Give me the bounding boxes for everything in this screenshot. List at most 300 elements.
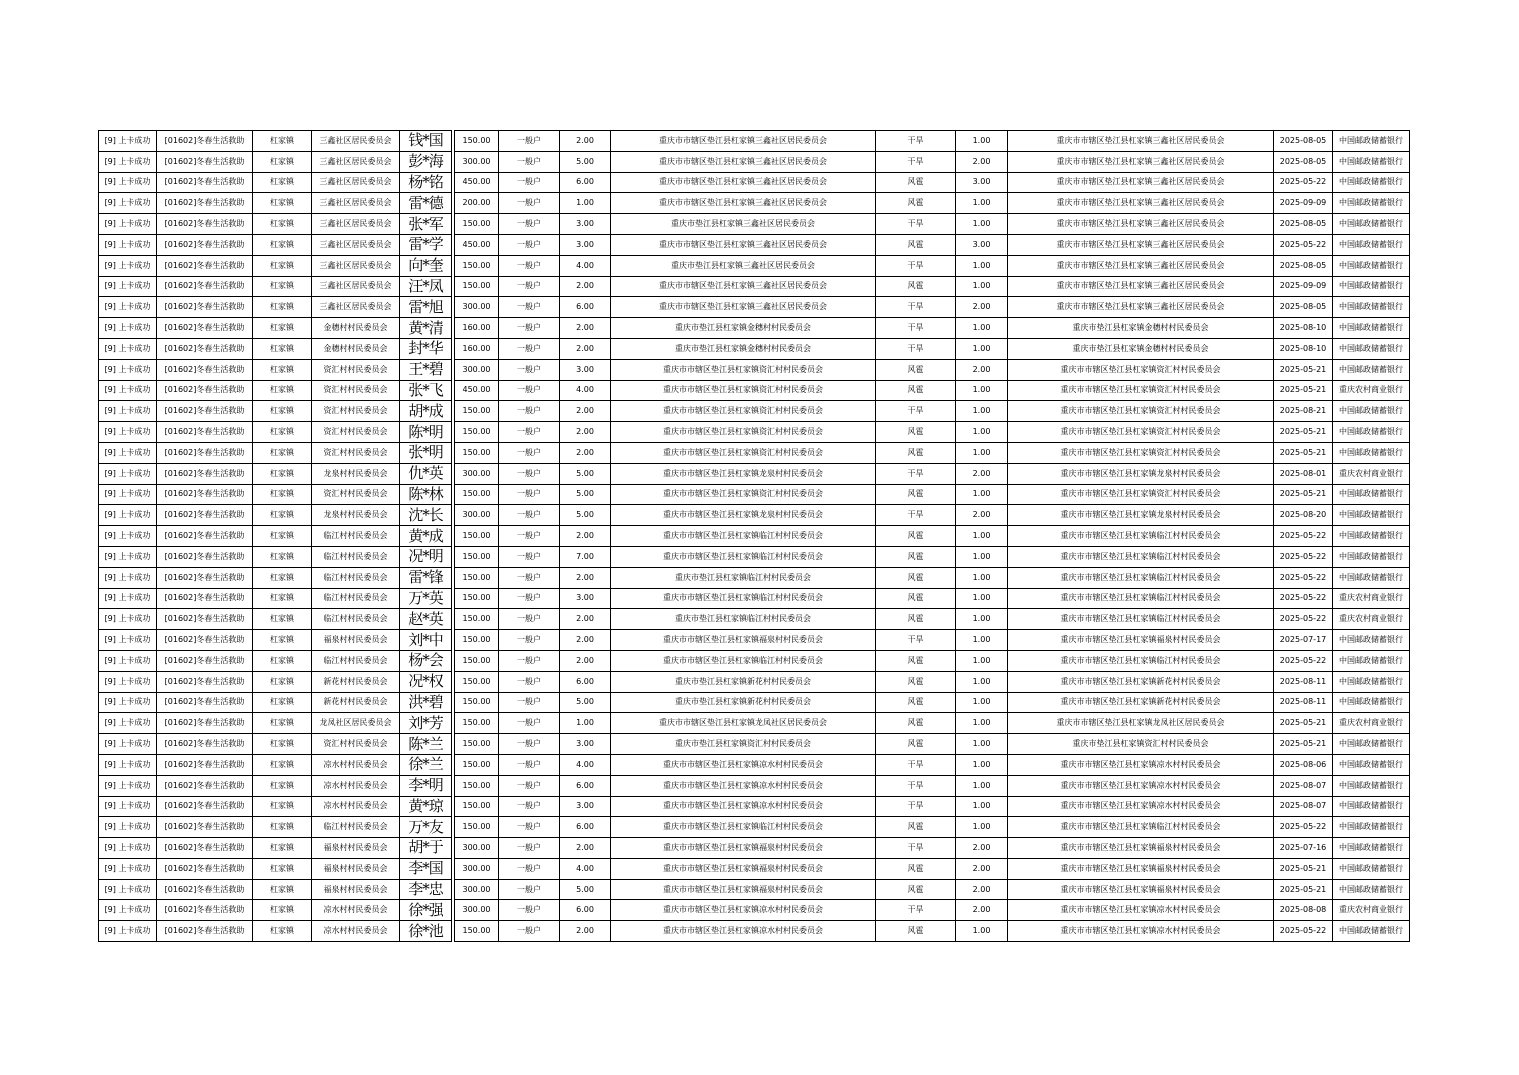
account-address-cell: 重庆市市辖区垫江县杠家镇资汇村村民委员会 xyxy=(1008,380,1274,401)
town-cell: 杠家镇 xyxy=(253,692,312,713)
status-cell: [9] 上卡成功 xyxy=(99,505,157,526)
address-cell: 重庆市市辖区垫江县杠家镇龙泉村村民委员会 xyxy=(611,505,876,526)
program-cell: [01602]冬春生活救助 xyxy=(157,214,253,235)
disaster-type-cell: 干旱 xyxy=(876,131,956,152)
bank-cell: 中国邮政储蓄银行 xyxy=(1333,671,1410,692)
aided-count-cell: 1.00 xyxy=(956,713,1008,734)
disaster-type-cell: 风雹 xyxy=(876,380,956,401)
name-cell: 雷*德 xyxy=(400,193,452,214)
program-cell: [01602]冬春生活救助 xyxy=(157,359,253,380)
town-cell: 杠家镇 xyxy=(253,234,312,255)
bank-cell: 中国邮政储蓄银行 xyxy=(1333,172,1410,193)
relief-roster-table xyxy=(98,130,1410,942)
household-type-cell: 一般户 xyxy=(499,817,560,838)
table-row xyxy=(99,650,1410,671)
address-cell: 重庆市市辖区垫江县杠家镇三鑫社区居民委员会 xyxy=(611,193,876,214)
status-cell: [9] 上卡成功 xyxy=(99,796,157,817)
program-cell: [01602]冬春生活救助 xyxy=(157,463,253,484)
status-cell: [9] 上卡成功 xyxy=(99,338,157,359)
population-cell: 2.00 xyxy=(560,838,611,859)
status-cell: [9] 上卡成功 xyxy=(99,838,157,859)
name-cell: 洪*碧 xyxy=(400,692,452,713)
population-cell: 2.00 xyxy=(560,921,611,942)
committee-cell: 临江村村民委员会 xyxy=(312,650,400,671)
table-row xyxy=(99,713,1410,734)
bank-cell: 重庆农村商业银行 xyxy=(1333,380,1410,401)
table-row xyxy=(99,838,1410,859)
amount-cell: 450.00 xyxy=(455,172,499,193)
account-address-cell: 重庆市市辖区垫江县杠家镇龙泉村村民委员会 xyxy=(1008,505,1274,526)
disaster-type-cell: 风雹 xyxy=(876,276,956,297)
amount-cell: 200.00 xyxy=(455,193,499,214)
status-cell: [9] 上卡成功 xyxy=(99,318,157,339)
table-row xyxy=(99,858,1410,879)
aided-count-cell: 1.00 xyxy=(956,546,1008,567)
address-cell: 重庆市市辖区垫江县杠家镇福泉村村民委员会 xyxy=(611,858,876,879)
aided-count-cell: 1.00 xyxy=(956,526,1008,547)
household-type-cell: 一般户 xyxy=(499,255,560,276)
disaster-type-cell: 风雹 xyxy=(876,713,956,734)
population-cell: 4.00 xyxy=(560,858,611,879)
table-row xyxy=(99,796,1410,817)
aided-count-cell: 1.00 xyxy=(956,131,1008,152)
table-row xyxy=(99,276,1410,297)
status-cell: [9] 上卡成功 xyxy=(99,401,157,422)
program-cell: [01602]冬春生活救助 xyxy=(157,276,253,297)
date-cell: 2025-08-05 xyxy=(1274,255,1333,276)
household-type-cell: 一般户 xyxy=(499,796,560,817)
aided-count-cell: 2.00 xyxy=(956,858,1008,879)
account-address-cell: 重庆市市辖区垫江县杠家镇三鑫社区居民委员会 xyxy=(1008,193,1274,214)
address-cell: 重庆市垫江县杠家镇临江村村民委员会 xyxy=(611,567,876,588)
aided-count-cell: 1.00 xyxy=(956,754,1008,775)
town-cell: 杠家镇 xyxy=(253,526,312,547)
household-type-cell: 一般户 xyxy=(499,526,560,547)
bank-cell: 中国邮政储蓄银行 xyxy=(1333,401,1410,422)
disaster-type-cell: 干旱 xyxy=(876,754,956,775)
name-cell: 雷*锋 xyxy=(400,567,452,588)
population-cell: 1.00 xyxy=(560,713,611,734)
population-cell: 5.00 xyxy=(560,505,611,526)
population-cell: 4.00 xyxy=(560,754,611,775)
table-row xyxy=(99,754,1410,775)
amount-cell: 150.00 xyxy=(455,484,499,505)
table-row xyxy=(99,526,1410,547)
account-address-cell: 重庆市市辖区垫江县杠家镇三鑫社区居民委员会 xyxy=(1008,151,1274,172)
bank-cell: 中国邮政储蓄银行 xyxy=(1333,650,1410,671)
table-row xyxy=(99,817,1410,838)
account-address-cell: 重庆市市辖区垫江县杠家镇龙凤社区居民委员会 xyxy=(1008,713,1274,734)
disaster-type-cell: 风雹 xyxy=(876,879,956,900)
name-cell: 封*华 xyxy=(400,338,452,359)
status-cell: [9] 上卡成功 xyxy=(99,380,157,401)
table-row xyxy=(99,151,1410,172)
disaster-type-cell: 风雹 xyxy=(876,817,956,838)
name-cell: 徐*强 xyxy=(400,900,452,921)
household-type-cell: 一般户 xyxy=(499,609,560,630)
bank-cell: 中国邮政储蓄银行 xyxy=(1333,879,1410,900)
table-row xyxy=(99,297,1410,318)
population-cell: 7.00 xyxy=(560,546,611,567)
household-type-cell: 一般户 xyxy=(499,671,560,692)
aided-count-cell: 1.00 xyxy=(956,671,1008,692)
amount-cell: 300.00 xyxy=(455,359,499,380)
amount-cell: 150.00 xyxy=(455,796,499,817)
name-cell: 况*权 xyxy=(400,671,452,692)
amount-cell: 150.00 xyxy=(455,546,499,567)
town-cell: 杠家镇 xyxy=(253,255,312,276)
amount-cell: 160.00 xyxy=(455,338,499,359)
town-cell: 杠家镇 xyxy=(253,151,312,172)
name-cell: 汪*凤 xyxy=(400,276,452,297)
committee-cell: 资汇村村民委员会 xyxy=(312,422,400,443)
aided-count-cell: 1.00 xyxy=(956,817,1008,838)
bank-cell: 中国邮政储蓄银行 xyxy=(1333,546,1410,567)
date-cell: 2025-08-21 xyxy=(1274,401,1333,422)
committee-cell: 凉水村村民委员会 xyxy=(312,754,400,775)
date-cell: 2025-07-16 xyxy=(1274,838,1333,859)
account-address-cell: 重庆市市辖区垫江县杠家镇资汇村村民委员会 xyxy=(1008,484,1274,505)
status-cell: [9] 上卡成功 xyxy=(99,484,157,505)
account-address-cell: 重庆市垫江县杠家镇金穗村村民委员会 xyxy=(1008,338,1274,359)
committee-cell: 三鑫社区居民委员会 xyxy=(312,255,400,276)
status-cell: [9] 上卡成功 xyxy=(99,297,157,318)
table-row xyxy=(99,484,1410,505)
program-cell: [01602]冬春生活救助 xyxy=(157,609,253,630)
committee-cell: 临江村村民委员会 xyxy=(312,546,400,567)
table-row xyxy=(99,318,1410,339)
account-address-cell: 重庆市市辖区垫江县杠家镇福泉村村民委员会 xyxy=(1008,879,1274,900)
aided-count-cell: 1.00 xyxy=(956,692,1008,713)
account-address-cell: 重庆市垫江县杠家镇资汇村村民委员会 xyxy=(1008,734,1274,755)
name-cell: 陈*明 xyxy=(400,422,452,443)
address-cell: 重庆市市辖区垫江县杠家镇福泉村村民委员会 xyxy=(611,630,876,651)
name-cell: 陈*兰 xyxy=(400,734,452,755)
aided-count-cell: 1.00 xyxy=(956,796,1008,817)
town-cell: 杠家镇 xyxy=(253,900,312,921)
name-cell: 万*英 xyxy=(400,588,452,609)
household-type-cell: 一般户 xyxy=(499,546,560,567)
household-type-cell: 一般户 xyxy=(499,318,560,339)
committee-cell: 凉水村村民委员会 xyxy=(312,775,400,796)
status-cell: [9] 上卡成功 xyxy=(99,234,157,255)
name-cell: 胡*成 xyxy=(400,401,452,422)
date-cell: 2025-05-22 xyxy=(1274,588,1333,609)
program-cell: [01602]冬春生活救助 xyxy=(157,193,253,214)
bank-cell: 中国邮政储蓄银行 xyxy=(1333,796,1410,817)
amount-cell: 300.00 xyxy=(455,838,499,859)
aided-count-cell: 2.00 xyxy=(956,463,1008,484)
committee-cell: 临江村村民委员会 xyxy=(312,588,400,609)
program-cell: [01602]冬春生活救助 xyxy=(157,442,253,463)
committee-cell: 三鑫社区居民委员会 xyxy=(312,214,400,235)
amount-cell: 300.00 xyxy=(455,151,499,172)
program-cell: [01602]冬春生活救助 xyxy=(157,858,253,879)
committee-cell: 金穗村村民委员会 xyxy=(312,338,400,359)
date-cell: 2025-09-09 xyxy=(1274,193,1333,214)
program-cell: [01602]冬春生活救助 xyxy=(157,671,253,692)
town-cell: 杠家镇 xyxy=(253,588,312,609)
town-cell: 杠家镇 xyxy=(253,650,312,671)
account-address-cell: 重庆市市辖区垫江县杠家镇凉水村村民委员会 xyxy=(1008,900,1274,921)
name-cell: 徐*池 xyxy=(400,921,452,942)
aided-count-cell: 1.00 xyxy=(956,921,1008,942)
account-address-cell: 重庆市市辖区垫江县杠家镇三鑫社区居民委员会 xyxy=(1008,276,1274,297)
committee-cell: 临江村村民委员会 xyxy=(312,567,400,588)
status-cell: [9] 上卡成功 xyxy=(99,442,157,463)
status-cell: [9] 上卡成功 xyxy=(99,734,157,755)
bank-cell: 中国邮政储蓄银行 xyxy=(1333,921,1410,942)
address-cell: 重庆市市辖区垫江县杠家镇龙凤社区居民委员会 xyxy=(611,713,876,734)
bank-cell: 中国邮政储蓄银行 xyxy=(1333,338,1410,359)
address-cell: 重庆市市辖区垫江县杠家镇资汇村村民委员会 xyxy=(611,401,876,422)
status-cell: [9] 上卡成功 xyxy=(99,546,157,567)
disaster-type-cell: 干旱 xyxy=(876,796,956,817)
program-cell: [01602]冬春生活救助 xyxy=(157,817,253,838)
table-row xyxy=(99,380,1410,401)
household-type-cell: 一般户 xyxy=(499,838,560,859)
disaster-type-cell: 风雹 xyxy=(876,546,956,567)
amount-cell: 150.00 xyxy=(455,630,499,651)
disaster-type-cell: 风雹 xyxy=(876,609,956,630)
date-cell: 2025-05-22 xyxy=(1274,546,1333,567)
date-cell: 2025-08-05 xyxy=(1274,131,1333,152)
address-cell: 重庆市市辖区垫江县杠家镇资汇村村民委员会 xyxy=(611,359,876,380)
date-cell: 2025-08-05 xyxy=(1274,297,1333,318)
committee-cell: 福泉村村民委员会 xyxy=(312,630,400,651)
bank-cell: 中国邮政储蓄银行 xyxy=(1333,817,1410,838)
program-cell: [01602]冬春生活救助 xyxy=(157,754,253,775)
table-row xyxy=(99,338,1410,359)
account-address-cell: 重庆市市辖区垫江县杠家镇三鑫社区居民委员会 xyxy=(1008,297,1274,318)
table-row xyxy=(99,630,1410,651)
household-type-cell: 一般户 xyxy=(499,588,560,609)
household-type-cell: 一般户 xyxy=(499,775,560,796)
program-cell: [01602]冬春生活救助 xyxy=(157,318,253,339)
account-address-cell: 重庆市市辖区垫江县杠家镇临江村村民委员会 xyxy=(1008,526,1274,547)
committee-cell: 三鑫社区居民委员会 xyxy=(312,234,400,255)
address-cell: 重庆市市辖区垫江县杠家镇三鑫社区居民委员会 xyxy=(611,297,876,318)
committee-cell: 凉水村村民委员会 xyxy=(312,921,400,942)
disaster-type-cell: 风雹 xyxy=(876,484,956,505)
program-cell: [01602]冬春生活救助 xyxy=(157,879,253,900)
date-cell: 2025-05-22 xyxy=(1274,567,1333,588)
status-cell: [9] 上卡成功 xyxy=(99,588,157,609)
address-cell: 重庆市市辖区垫江县杠家镇临江村村民委员会 xyxy=(611,817,876,838)
account-address-cell: 重庆市市辖区垫江县杠家镇三鑫社区居民委员会 xyxy=(1008,255,1274,276)
bank-cell: 中国邮政储蓄银行 xyxy=(1333,214,1410,235)
status-cell: [9] 上卡成功 xyxy=(99,879,157,900)
status-cell: [9] 上卡成功 xyxy=(99,131,157,152)
table-row xyxy=(99,442,1410,463)
disaster-type-cell: 干旱 xyxy=(876,151,956,172)
date-cell: 2025-08-05 xyxy=(1274,151,1333,172)
population-cell: 3.00 xyxy=(560,234,611,255)
aided-count-cell: 1.00 xyxy=(956,276,1008,297)
bank-cell: 中国邮政储蓄银行 xyxy=(1333,630,1410,651)
bank-cell: 中国邮政储蓄银行 xyxy=(1333,838,1410,859)
bank-cell: 中国邮政储蓄银行 xyxy=(1333,442,1410,463)
address-cell: 重庆市市辖区垫江县杠家镇资汇村村民委员会 xyxy=(611,442,876,463)
program-cell: [01602]冬春生活救助 xyxy=(157,588,253,609)
town-cell: 杠家镇 xyxy=(253,754,312,775)
bank-cell: 中国邮政储蓄银行 xyxy=(1333,359,1410,380)
date-cell: 2025-05-22 xyxy=(1274,921,1333,942)
aided-count-cell: 2.00 xyxy=(956,297,1008,318)
date-cell: 2025-08-05 xyxy=(1274,214,1333,235)
household-type-cell: 一般户 xyxy=(499,338,560,359)
disaster-type-cell: 风雹 xyxy=(876,858,956,879)
date-cell: 2025-07-17 xyxy=(1274,630,1333,651)
status-cell: [9] 上卡成功 xyxy=(99,151,157,172)
household-type-cell: 一般户 xyxy=(499,650,560,671)
population-cell: 4.00 xyxy=(560,380,611,401)
status-cell: [9] 上卡成功 xyxy=(99,193,157,214)
date-cell: 2025-08-06 xyxy=(1274,754,1333,775)
name-cell: 张*军 xyxy=(400,214,452,235)
town-cell: 杠家镇 xyxy=(253,858,312,879)
address-cell: 重庆市市辖区垫江县杠家镇三鑫社区居民委员会 xyxy=(611,131,876,152)
name-cell: 仇*英 xyxy=(400,463,452,484)
table-row xyxy=(99,900,1410,921)
account-address-cell: 重庆市市辖区垫江县杠家镇福泉村村民委员会 xyxy=(1008,630,1274,651)
amount-cell: 150.00 xyxy=(455,526,499,547)
aided-count-cell: 2.00 xyxy=(956,505,1008,526)
disaster-type-cell: 风雹 xyxy=(876,734,956,755)
program-cell: [01602]冬春生活救助 xyxy=(157,172,253,193)
disaster-type-cell: 风雹 xyxy=(876,234,956,255)
status-cell: [9] 上卡成功 xyxy=(99,692,157,713)
committee-cell: 三鑫社区居民委员会 xyxy=(312,297,400,318)
aided-count-cell: 2.00 xyxy=(956,151,1008,172)
population-cell: 2.00 xyxy=(560,630,611,651)
population-cell: 6.00 xyxy=(560,172,611,193)
committee-cell: 凉水村村民委员会 xyxy=(312,796,400,817)
household-type-cell: 一般户 xyxy=(499,234,560,255)
address-cell: 重庆市市辖区垫江县杠家镇临江村村民委员会 xyxy=(611,650,876,671)
amount-cell: 150.00 xyxy=(455,754,499,775)
account-address-cell: 重庆市市辖区垫江县杠家镇临江村村民委员会 xyxy=(1008,567,1274,588)
date-cell: 2025-05-22 xyxy=(1274,172,1333,193)
name-cell: 张*飞 xyxy=(400,380,452,401)
aided-count-cell: 1.00 xyxy=(956,193,1008,214)
committee-cell: 三鑫社区居民委员会 xyxy=(312,172,400,193)
address-cell: 重庆市市辖区垫江县杠家镇资汇村村民委员会 xyxy=(611,484,876,505)
aided-count-cell: 1.00 xyxy=(956,775,1008,796)
disaster-type-cell: 风雹 xyxy=(876,567,956,588)
name-cell: 向*奎 xyxy=(400,255,452,276)
address-cell: 重庆市市辖区垫江县杠家镇三鑫社区居民委员会 xyxy=(611,151,876,172)
aided-count-cell: 1.00 xyxy=(956,401,1008,422)
program-cell: [01602]冬春生活救助 xyxy=(157,900,253,921)
program-cell: [01602]冬春生活救助 xyxy=(157,505,253,526)
bank-cell: 重庆农村商业银行 xyxy=(1333,713,1410,734)
amount-cell: 150.00 xyxy=(455,817,499,838)
town-cell: 杠家镇 xyxy=(253,546,312,567)
amount-cell: 150.00 xyxy=(455,775,499,796)
name-cell: 况*明 xyxy=(400,546,452,567)
table-row xyxy=(99,463,1410,484)
aided-count-cell: 2.00 xyxy=(956,879,1008,900)
date-cell: 2025-08-20 xyxy=(1274,505,1333,526)
aided-count-cell: 1.00 xyxy=(956,422,1008,443)
committee-cell: 福泉村村民委员会 xyxy=(312,858,400,879)
account-address-cell: 重庆市市辖区垫江县杠家镇三鑫社区居民委员会 xyxy=(1008,131,1274,152)
amount-cell: 150.00 xyxy=(455,713,499,734)
committee-cell: 临江村村民委员会 xyxy=(312,609,400,630)
address-cell: 重庆市垫江县杠家镇金穗村村民委员会 xyxy=(611,338,876,359)
aided-count-cell: 1.00 xyxy=(956,609,1008,630)
table-row xyxy=(99,422,1410,443)
population-cell: 5.00 xyxy=(560,463,611,484)
date-cell: 2025-08-01 xyxy=(1274,463,1333,484)
household-type-cell: 一般户 xyxy=(499,193,560,214)
amount-cell: 300.00 xyxy=(455,505,499,526)
town-cell: 杠家镇 xyxy=(253,172,312,193)
name-cell: 胡*于 xyxy=(400,838,452,859)
household-type-cell: 一般户 xyxy=(499,900,560,921)
bank-cell: 中国邮政储蓄银行 xyxy=(1333,422,1410,443)
table-row xyxy=(99,193,1410,214)
population-cell: 3.00 xyxy=(560,359,611,380)
town-cell: 杠家镇 xyxy=(253,442,312,463)
population-cell: 2.00 xyxy=(560,442,611,463)
household-type-cell: 一般户 xyxy=(499,505,560,526)
town-cell: 杠家镇 xyxy=(253,131,312,152)
town-cell: 杠家镇 xyxy=(253,505,312,526)
program-cell: [01602]冬春生活救助 xyxy=(157,630,253,651)
bank-cell: 中国邮政储蓄银行 xyxy=(1333,858,1410,879)
date-cell: 2025-05-22 xyxy=(1274,526,1333,547)
population-cell: 6.00 xyxy=(560,900,611,921)
disaster-type-cell: 风雹 xyxy=(876,359,956,380)
town-cell: 杠家镇 xyxy=(253,567,312,588)
account-address-cell: 重庆市市辖区垫江县杠家镇资汇村村民委员会 xyxy=(1008,359,1274,380)
population-cell: 3.00 xyxy=(560,588,611,609)
account-address-cell: 重庆市市辖区垫江县杠家镇福泉村村民委员会 xyxy=(1008,838,1274,859)
program-cell: [01602]冬春生活救助 xyxy=(157,151,253,172)
disaster-type-cell: 风雹 xyxy=(876,422,956,443)
table-row xyxy=(99,172,1410,193)
table-row xyxy=(99,505,1410,526)
population-cell: 3.00 xyxy=(560,214,611,235)
status-cell: [9] 上卡成功 xyxy=(99,921,157,942)
household-type-cell: 一般户 xyxy=(499,401,560,422)
status-cell: [9] 上卡成功 xyxy=(99,463,157,484)
address-cell: 重庆市市辖区垫江县杠家镇临江村村民委员会 xyxy=(611,546,876,567)
amount-cell: 150.00 xyxy=(455,401,499,422)
address-cell: 重庆市垫江县杠家镇金穗村村民委员会 xyxy=(611,318,876,339)
committee-cell: 三鑫社区居民委员会 xyxy=(312,151,400,172)
aided-count-cell: 3.00 xyxy=(956,172,1008,193)
table-row xyxy=(99,671,1410,692)
amount-cell: 300.00 xyxy=(455,297,499,318)
bank-cell: 中国邮政储蓄银行 xyxy=(1333,734,1410,755)
program-cell: [01602]冬春生活救助 xyxy=(157,422,253,443)
household-type-cell: 一般户 xyxy=(499,692,560,713)
table-row xyxy=(99,692,1410,713)
amount-cell: 150.00 xyxy=(455,921,499,942)
town-cell: 杠家镇 xyxy=(253,838,312,859)
household-type-cell: 一般户 xyxy=(499,172,560,193)
address-cell: 重庆市市辖区垫江县杠家镇福泉村村民委员会 xyxy=(611,838,876,859)
name-cell: 雷*旭 xyxy=(400,297,452,318)
account-address-cell: 重庆市市辖区垫江县杠家镇龙泉村村民委员会 xyxy=(1008,463,1274,484)
account-address-cell: 重庆市市辖区垫江县杠家镇凉水村村民委员会 xyxy=(1008,775,1274,796)
table-row xyxy=(99,401,1410,422)
address-cell: 重庆市市辖区垫江县杠家镇资汇村村民委员会 xyxy=(611,380,876,401)
committee-cell: 龙凤社区居民委员会 xyxy=(312,713,400,734)
